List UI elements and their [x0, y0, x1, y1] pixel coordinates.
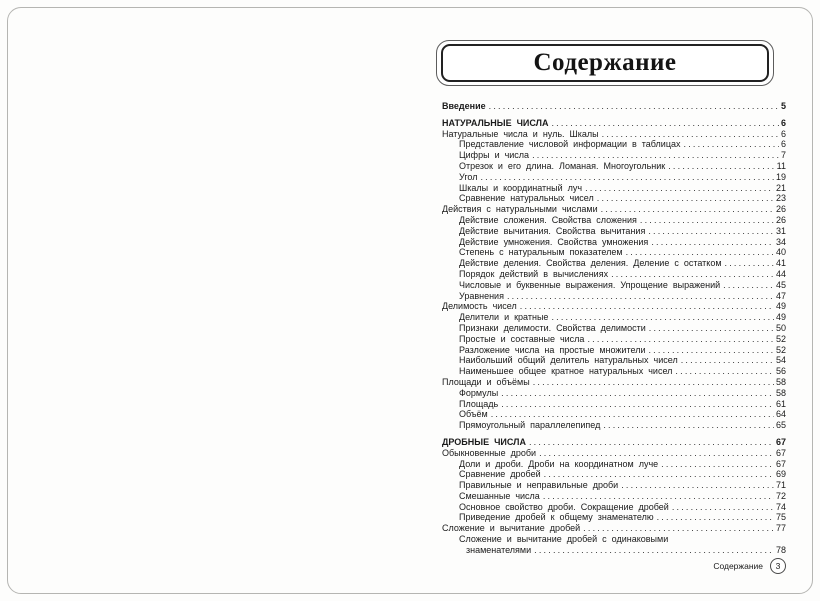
toc-entry — [442, 226, 786, 237]
toc-entry-label: Сложение и вычитание дробей с одинаковыми — [459, 534, 669, 545]
toc-entry-label: Представление числовой информации в таблицах — [459, 139, 681, 150]
toc-entry-line — [459, 388, 786, 399]
toc-entry — [442, 101, 786, 112]
toc-entry — [442, 204, 786, 215]
toc-entry — [442, 334, 786, 345]
toc-entry-label: Отрезок и его длина. Ломаная. Многоугольник — [459, 160, 666, 171]
toc-entry-line — [459, 172, 786, 183]
toc-entry-label: Смешанные числа — [459, 490, 540, 501]
dot-leader — [603, 420, 774, 431]
dot-leader — [648, 226, 774, 237]
toc-entry-line — [459, 280, 786, 291]
dot-leader — [587, 334, 774, 345]
toc-entry-label: Правильные и неправильные дроби — [459, 480, 619, 491]
toc-entry-page: 26 — [775, 204, 786, 215]
toc-entry-page: 67 — [775, 447, 786, 458]
toc-entry — [442, 193, 786, 204]
toc-entry-line — [459, 502, 786, 513]
dot-leader — [621, 480, 774, 491]
toc-entry-line — [459, 226, 786, 237]
dot-leader — [501, 388, 774, 399]
toc-entry-page: 34 — [775, 236, 786, 247]
toc-entry-line — [459, 355, 786, 366]
toc-entry — [442, 523, 786, 534]
dot-leader — [534, 545, 774, 556]
toc-entry-line — [459, 399, 786, 410]
toc-entry-label: Площади и объёмы — [442, 376, 530, 387]
toc-entry-label: Наименьшее общее кратное натуральных чисел — [459, 366, 673, 377]
toc-entry — [442, 491, 786, 502]
toc-entry-label: Формулы — [459, 387, 499, 398]
toc-entry-page: 56 — [775, 366, 786, 377]
footer-page-number: 3 — [775, 561, 781, 571]
toc-entry-label: Порядок действий в вычислениях — [459, 268, 609, 279]
toc-entry — [442, 480, 786, 491]
toc-entry — [442, 534, 786, 556]
toc-entry-line — [459, 366, 786, 377]
dot-leader — [681, 355, 774, 366]
toc-entry-label: Действие деления. Свойства деления. Деление с остатком — [459, 258, 722, 269]
toc-entry-line — [442, 301, 786, 312]
toc-entry-line — [459, 183, 786, 194]
toc-entry-page: 77 — [775, 523, 786, 534]
dot-leader — [640, 215, 774, 226]
toc-entry — [442, 377, 786, 388]
toc-entry-line — [459, 247, 786, 258]
toc-entry-line — [459, 312, 786, 323]
toc-entry-label: ДРОБНЫЕ ЧИСЛА — [442, 436, 526, 447]
toc-entry-line — [442, 377, 786, 388]
dot-leader — [661, 459, 774, 470]
toc-entry-page: 45 — [775, 279, 786, 290]
toc-entry-line — [459, 334, 786, 345]
toc-entry-label: Действие вычитания. Свойства вычитания — [459, 225, 646, 236]
toc-entry-line — [459, 345, 786, 356]
dot-leader — [723, 280, 774, 291]
toc-entry-page: 78 — [775, 544, 786, 555]
footer-section-label: Содержание — [713, 561, 763, 571]
toc-entry-page: 47 — [775, 290, 786, 301]
dot-leader — [648, 345, 774, 356]
toc-entry-page: 61 — [775, 398, 786, 409]
dot-leader — [684, 139, 779, 150]
toc-entry-page: 40 — [775, 247, 786, 258]
toc-entry-line — [459, 469, 786, 480]
toc-entry-label: Площадь — [459, 398, 499, 409]
toc-entry — [442, 129, 786, 140]
dot-leader — [491, 409, 774, 420]
page-footer — [713, 558, 786, 574]
toc-entry-line — [442, 129, 786, 140]
toc-list — [442, 101, 786, 556]
dot-leader — [672, 502, 774, 513]
toc-entry-page: 6 — [780, 139, 786, 150]
toc-entry-page: 58 — [775, 387, 786, 398]
dot-leader — [585, 183, 774, 194]
toc-entry — [442, 388, 786, 399]
toc-entry-line — [442, 204, 786, 215]
toc-entry — [442, 323, 786, 334]
toc-entry-page: 44 — [775, 268, 786, 279]
toc-entry-label: Числовые и буквенные выражения. Упрощение выражений — [459, 279, 721, 290]
toc-entry — [442, 469, 786, 480]
toc-entry-label: Действие сложения. Свойства сложения — [459, 214, 637, 225]
dot-leader — [501, 399, 774, 410]
toc-entry-line — [459, 193, 786, 204]
toc-entry-line — [442, 101, 786, 112]
toc-entry-page: 50 — [775, 322, 786, 333]
toc-entry-label: Делимость чисел — [442, 301, 517, 312]
dot-leader — [668, 161, 774, 172]
toc-entry-line — [459, 491, 786, 502]
dot-leader — [551, 118, 779, 129]
toc-entry-label: Уравнения — [459, 290, 504, 301]
toc-entry — [442, 215, 786, 226]
toc-entry-page: 6 — [780, 128, 786, 139]
toc-entry-line — [459, 150, 786, 161]
toc-entry-label: Наибольший общий делитель натуральных чисел — [459, 355, 678, 366]
toc-entry-label: Угол — [459, 171, 478, 182]
toc-entry-line — [459, 258, 786, 269]
toc-entry — [442, 366, 786, 377]
toc-entry-page: 75 — [775, 512, 786, 523]
dot-leader — [651, 237, 774, 248]
toc-entry-label: Простые и составные числа — [459, 333, 585, 344]
title-box-inner-frame — [441, 44, 769, 82]
toc-entry-label: Признаки делимости. Свойства делимости — [459, 322, 646, 333]
toc-entry — [442, 355, 786, 366]
toc-entry-page: 69 — [775, 469, 786, 480]
dot-leader — [529, 437, 774, 448]
dot-leader — [543, 491, 774, 502]
dot-leader — [544, 469, 774, 480]
dot-leader — [657, 512, 774, 523]
toc-entry-label: Доли и дроби. Дроби на координатном луче — [459, 458, 659, 469]
toc-entry — [442, 512, 786, 523]
toc-entry — [442, 459, 786, 470]
dot-leader — [507, 291, 774, 302]
toc-entry-page: 52 — [775, 344, 786, 355]
dot-leader — [489, 101, 779, 112]
toc-entry — [442, 280, 786, 291]
toc-entry-label: Действия с натуральными числами — [442, 204, 598, 215]
toc-entry — [442, 172, 786, 183]
dot-leader — [520, 301, 774, 312]
toc-entry-page: 54 — [775, 355, 786, 366]
toc-entry-page: 64 — [775, 409, 786, 420]
toc-entry — [442, 291, 786, 302]
toc-entry-line — [459, 323, 786, 334]
toc-entry-label: Прямоугольный параллелепипед — [459, 420, 601, 431]
toc-entry-page: 11 — [776, 160, 786, 171]
dot-leader — [725, 258, 774, 269]
dot-leader — [602, 129, 779, 140]
toc-entry-page: 26 — [775, 214, 786, 225]
dot-leader — [532, 150, 779, 161]
toc-entry-line — [442, 448, 786, 459]
toc-entry-label-continued: знаменателями — [466, 544, 532, 555]
toc-entry-page: 23 — [775, 193, 786, 204]
toc-entry-label: Натуральные числа и нуль. Шкалы — [442, 128, 599, 139]
page-title: Содержание — [533, 49, 677, 76]
toc-entry-line — [459, 480, 786, 491]
dot-leader — [551, 312, 774, 323]
toc-entry-page: 67 — [775, 436, 786, 447]
toc-entry — [442, 150, 786, 161]
footer-page-number-badge — [770, 558, 786, 574]
toc-entry-page: 67 — [775, 458, 786, 469]
toc-entry-line — [442, 118, 786, 129]
toc-entry-label: Сложение и вычитание дробей — [442, 523, 581, 534]
toc-entry — [442, 269, 786, 280]
toc-entry-page: 74 — [775, 501, 786, 512]
toc-entry-page: 41 — [775, 258, 786, 269]
dot-leader — [533, 377, 774, 388]
toc-entry-label: Введение — [442, 101, 486, 111]
toc-entry-page: 52 — [775, 333, 786, 344]
toc-entry-label: Степень с натуральным показателем — [459, 247, 623, 258]
toc-entry — [442, 399, 786, 410]
toc-entry — [442, 247, 786, 258]
toc-entry — [442, 448, 786, 459]
toc-entry-line — [459, 512, 786, 523]
title-box — [436, 40, 774, 86]
toc-entry-page: 6 — [780, 117, 786, 128]
toc-entry — [442, 502, 786, 513]
toc-entry-page: 65 — [775, 420, 786, 431]
toc-entry — [442, 409, 786, 420]
toc-entry-line — [459, 139, 786, 150]
toc-entry-label: Разложение числа на простые множители — [459, 344, 646, 355]
toc-entry-page: 19 — [775, 171, 786, 182]
toc-entry — [442, 345, 786, 356]
dot-leader — [583, 523, 774, 534]
dot-leader — [539, 448, 774, 459]
toc-entry-label: НАТУРАЛЬНЫЕ ЧИСЛА — [442, 117, 549, 128]
dot-leader — [601, 204, 774, 215]
toc-entry-page: 31 — [775, 225, 786, 236]
toc-entry-line — [459, 237, 786, 248]
toc-entry — [442, 312, 786, 323]
toc-entry-line — [459, 215, 786, 226]
toc-entry-line — [459, 459, 786, 470]
toc-entry — [442, 237, 786, 248]
toc-entry-label: Шкалы и координатный луч — [459, 182, 583, 193]
toc-entry-page: 72 — [775, 490, 786, 501]
toc-entry-page: 49 — [775, 312, 786, 323]
toc-entry-label: Основное свойство дроби. Сокращение дробей — [459, 501, 669, 512]
toc-entry — [442, 420, 786, 431]
toc-entry-page: 5 — [780, 101, 786, 111]
toc-entry-line — [459, 291, 786, 302]
toc-entry-line — [442, 523, 786, 534]
toc-entry — [442, 183, 786, 194]
toc-entry-label: Цифры и числа — [459, 150, 530, 161]
toc-entry — [442, 118, 786, 129]
toc-entry-label: Сравнение дробей — [459, 469, 541, 480]
dot-leader — [675, 366, 774, 377]
toc-entry-label: Объём — [459, 409, 488, 420]
toc-entry-line — [459, 409, 786, 420]
toc-entry — [442, 301, 786, 312]
toc-entry-label: Приведение дробей к общему знаменателю — [459, 512, 654, 523]
toc-entry-page: 49 — [775, 301, 786, 312]
toc-entry-label: Сравнение натуральных чисел — [459, 193, 594, 204]
dot-leader — [649, 323, 774, 334]
dot-leader — [611, 269, 774, 280]
toc-entry-line — [459, 420, 786, 431]
toc-entry-line — [459, 545, 786, 556]
toc-entry-page: 7 — [780, 150, 786, 161]
toc-entry-label: Обыкновенные дроби — [442, 447, 537, 458]
toc-entry-label: Действие умножения. Свойства умножения — [459, 236, 649, 247]
dot-leader — [480, 172, 774, 183]
toc-entry-page: 71 — [775, 480, 786, 491]
toc-entry-page: 21 — [775, 182, 786, 193]
toc-entry-line — [459, 269, 786, 280]
dot-leader — [626, 247, 774, 258]
toc-entry-line — [442, 437, 786, 448]
toc-entry-label: Делители и кратные — [459, 312, 549, 323]
toc-entry — [442, 258, 786, 269]
dot-leader — [597, 193, 774, 204]
toc-entry-page: 58 — [775, 376, 786, 387]
toc-entry — [442, 437, 786, 448]
toc-entry — [442, 139, 786, 150]
toc-entry — [442, 161, 786, 172]
toc-entry-line — [459, 161, 786, 172]
